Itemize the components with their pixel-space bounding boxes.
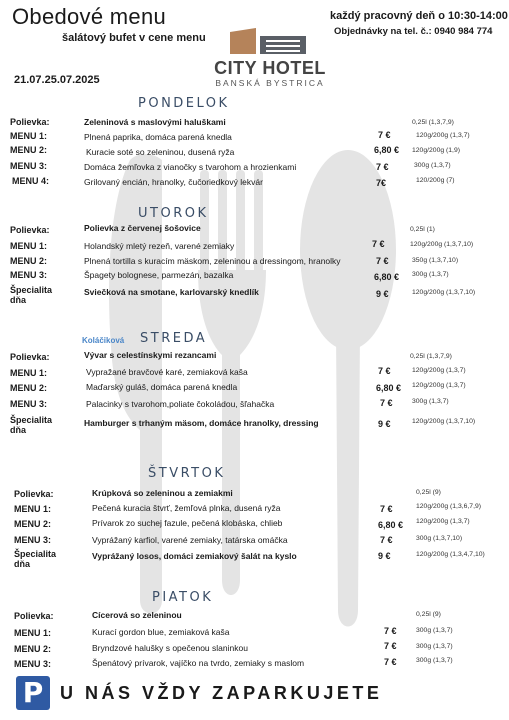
dish-name: Pečená kuracia štvrť, žemľová plnka, dusená ryža [92, 503, 281, 513]
row-label: MENU 3: [14, 659, 52, 669]
row-label: Polievka: [10, 352, 50, 362]
dish-price: 9 € [378, 419, 391, 429]
row-label: Špecialita dňa [14, 549, 57, 569]
dish-name: Kurací gordon blue, zemiaková kaša [92, 627, 230, 637]
parking-slogan: U NÁS VŽDY ZAPARKUJETE [60, 683, 383, 703]
dish-price: 9 € [378, 551, 391, 561]
dish-info: 0,25l (1,3,7,9) [410, 353, 452, 360]
day-heading-tue: UTOROK [138, 206, 209, 221]
day-heading-thu: ŠTVRTOK [148, 466, 226, 481]
dish-info: 120/200g (7) [416, 177, 455, 184]
dish-name: Prívarok zo suchej fazule, pečená klobáska, chlieb [92, 518, 283, 528]
row-label: MENU 2: [10, 383, 48, 393]
dish-price: 7€ [376, 178, 387, 188]
dish-price: 7 € [384, 657, 397, 667]
dish-name: Holandský mletý rezeň, varené zemiaky [84, 241, 235, 251]
dish-name: Cícerová so zeleninou [92, 610, 182, 620]
page-subtitle: šalátový bufet v cene menu [62, 32, 206, 44]
dish-name: Zeleninová s maslovými haluškami [84, 117, 226, 127]
dish-info: 300g (1,3,7) [416, 627, 453, 634]
page-title: Obedové menu [12, 4, 167, 29]
dish-name: Krúpková so zeleninou a zemiakmi [92, 488, 233, 498]
dish-price: 7 € [372, 239, 385, 249]
row-label: Špecialita dňa [10, 285, 53, 305]
dish-info: 120g/200g (1,3,7) [412, 382, 466, 389]
dish-name: Bryndzové halušky s opečenou slaninkou [92, 643, 248, 653]
row-label: Polievka: [14, 489, 54, 499]
dish-price: 7 € [384, 626, 397, 636]
day-heading-mon: PONDELOK [138, 96, 230, 111]
row-label: MENU 4: [12, 176, 50, 186]
dish-info: 0,25l (1) [410, 226, 435, 233]
hotel-logo [210, 26, 330, 88]
dish-info: 0,25l (1,3,7,9) [412, 119, 454, 126]
dish-price: 6,80 € [376, 383, 402, 393]
row-label: MENU 3: [10, 399, 48, 409]
row-label: Polievka: [10, 117, 50, 127]
dish-name: Vývar s celestínskymi rezancami [84, 350, 217, 360]
dish-name: Vypražané bravčové karé, zemiaková kaša [86, 367, 248, 377]
dish-info: 300g (1,3,7) [416, 643, 453, 650]
row-label: Polievka: [10, 225, 50, 235]
dish-info: 120g/200g (1,3,7,10) [410, 241, 474, 248]
row-label: MENU 2: [10, 145, 48, 155]
dish-info: 350g (1,3,7,10) [412, 257, 459, 264]
dish-price: 7 € [380, 398, 393, 408]
dish-info: 0,25l (9) [416, 489, 441, 496]
row-label: MENU 1: [10, 241, 48, 251]
row-label: MENU 1: [10, 131, 48, 141]
dish-name: Hamburger s trhaným mäsom, domáce hranolky, dressing [84, 418, 319, 428]
dish-info: 0,25l (9) [416, 611, 441, 618]
dish-info: 300g (1,3,7) [414, 162, 451, 169]
dish-info: 120g/200g (1,3,7) [412, 367, 466, 374]
dish-name: Vyprážaný losos, domáci zemiakový šalát na kyslo [92, 551, 297, 561]
dish-name: Vyprážaný karfiol, varené zemiaky, tatárska omáčka [92, 535, 288, 545]
dish-name: Kuracie soté so zeleninou, dusená ryža [86, 147, 235, 157]
dish-price: 6,80 € [374, 272, 400, 282]
dish-name: Polievka z červenej šošovice [84, 223, 201, 233]
dish-name: Sviečková na smotane, karlovarský knedlík [84, 287, 259, 297]
row-label: MENU 3: [14, 535, 52, 545]
dish-name: Špagety bolognese, parmezán, bazalka [84, 270, 234, 280]
row-label: MENU 1: [10, 368, 48, 378]
dish-info: 120g/200g (1,3,7,10) [412, 418, 476, 425]
row-label: MENU 2: [10, 256, 48, 266]
logo-city: BANSKÁ BYSTRICA [215, 78, 325, 88]
dish-name: Maďarský guláš, domáca parená knedla [86, 382, 238, 392]
dish-price: 7 € [378, 366, 391, 376]
dish-price: 7 € [384, 641, 397, 651]
row-label: MENU 3: [10, 161, 48, 171]
day-heading-fri: PIATOK [152, 590, 214, 605]
wednesday-promo: Koláčiková [82, 336, 125, 345]
dish-info: 120g/200g (1,3,7) [416, 132, 470, 139]
dish-price: 6,80 € [378, 520, 404, 530]
dish-price: 7 € [378, 130, 391, 140]
day-heading-wed: STREDA [140, 331, 208, 346]
dish-name: Grilovaný encián, hranolky, čučoriedkový lekvár [84, 177, 263, 187]
dish-info: 300g (1,3,7) [412, 271, 449, 278]
dish-price: 6,80 € [374, 145, 400, 155]
parking-icon: P [16, 676, 50, 710]
dish-info: 120g/200g (1,3,7) [416, 518, 470, 525]
dish-info: 120g/200g (1,3,4,7,10) [416, 551, 485, 558]
hotel-building-icon [210, 26, 330, 58]
row-label: Polievka: [14, 611, 54, 621]
dish-price: 7 € [376, 162, 389, 172]
dish-price: 7 € [380, 504, 393, 514]
dish-name: Domáca žemľovka z vianočky s tvarohom a hrozienkami [84, 162, 297, 172]
row-label: MENU 3: [10, 270, 48, 280]
row-label: MENU 1: [14, 628, 52, 638]
dish-info: 120g/200g (1,9) [412, 147, 460, 154]
dish-info: 300g (1,3,7) [416, 657, 453, 664]
dish-price: 9 € [376, 289, 389, 299]
dish-price: 7 € [376, 256, 389, 266]
opening-hours: každý pracovný deň o 10:30-14:00 [330, 10, 508, 22]
dish-info: 300g (1,3,7,10) [416, 535, 463, 542]
order-phone: Objednávky na tel. č.: 0940 984 774 [334, 26, 493, 37]
dish-name: Plnená tortilla s kuracím mäskom, zeleninou a dressingom, hranolky [84, 256, 341, 266]
row-label: Špecialita dňa [10, 415, 53, 435]
dish-info: 300g (1,3,7) [412, 398, 449, 405]
row-label: MENU 2: [14, 519, 52, 529]
logo-name: CITY HOTEL [214, 58, 326, 78]
dish-price: 7 € [380, 535, 393, 545]
dish-name: Palacinky s tvarohom,poliate čokoládou, šľahačka [86, 399, 275, 409]
dish-name: Plnená paprika, domáca parená knedla [84, 132, 232, 142]
dish-info: 120g/200g (1,3,7,10) [412, 289, 476, 296]
menu-date-range: 21.07.25.07.2025 [14, 74, 100, 86]
row-label: MENU 2: [14, 644, 52, 654]
dish-name: Špenátový prívarok, vajíčko na tvrdo, zemiaky s maslom [92, 658, 305, 668]
dish-info: 120g/200g (1,3,6,7,9) [416, 503, 481, 510]
row-label: MENU 1: [14, 504, 52, 514]
